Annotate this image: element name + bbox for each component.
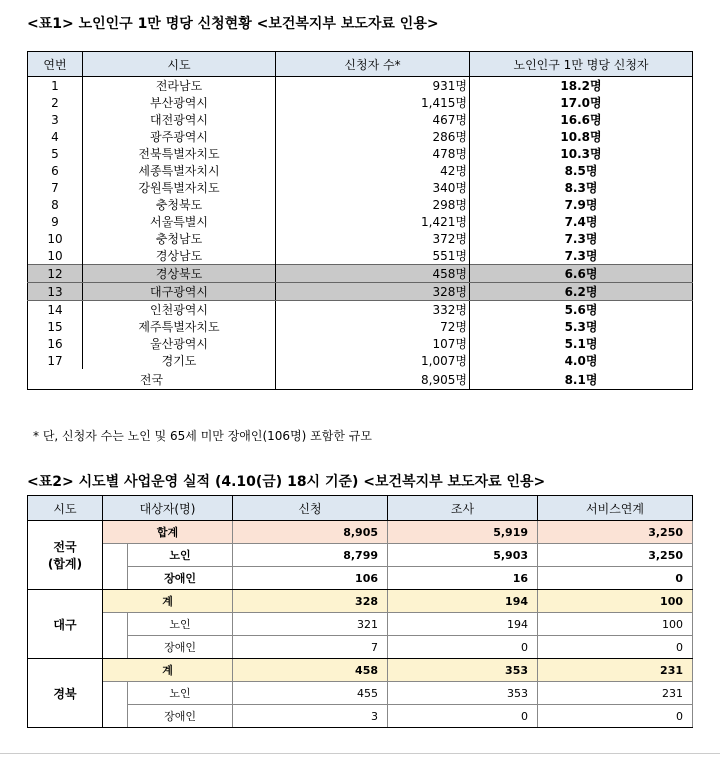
row-count: 42명 (276, 162, 470, 179)
table1-row (28, 213, 693, 230)
row-count: 332명 (276, 301, 470, 319)
sub-row-apply: 3 (233, 705, 388, 728)
group-region: 대구 (28, 590, 103, 659)
table1-row (28, 145, 693, 162)
total-count: 8,905명 (276, 369, 470, 390)
table2-group-total-row (28, 659, 693, 682)
sub-row-apply: 106 (233, 567, 388, 590)
row-region: 대전광역시 (83, 111, 276, 128)
row-count: 551명 (276, 247, 470, 265)
sub-row-service: 0 (538, 567, 693, 590)
table2-sub-row (28, 682, 693, 705)
row-count: 340명 (276, 179, 470, 196)
group-total-service: 231 (538, 659, 693, 682)
row-count: 107명 (276, 335, 470, 352)
row-rate: 17.0명 (470, 94, 693, 111)
indent-spacer (103, 613, 128, 636)
row-number: 4 (28, 128, 83, 145)
page-bottom-divider (0, 753, 720, 754)
row-number: 13 (28, 283, 83, 301)
row-region: 울산광역시 (83, 335, 276, 352)
row-rate: 7.9명 (470, 196, 693, 213)
row-rate: 4.0명 (470, 352, 693, 369)
row-region: 부산광역시 (83, 94, 276, 111)
row-rate: 8.3명 (470, 179, 693, 196)
row-rate: 16.6명 (470, 111, 693, 128)
row-region: 광주광역시 (83, 128, 276, 145)
table2-sub-row (28, 567, 693, 590)
row-number: 8 (28, 196, 83, 213)
row-count: 372명 (276, 230, 470, 247)
sub-row-label: 장애인 (128, 567, 233, 590)
sub-row-label: 장애인 (128, 705, 233, 728)
table1-row (28, 94, 693, 111)
table1-footnote: * 단, 신청자 수는 노인 및 65세 미만 장애인(106명) 포함한 규모 (33, 429, 372, 443)
table1-row (28, 352, 693, 369)
row-number: 12 (28, 265, 83, 283)
row-number: 1 (28, 77, 83, 95)
row-region: 세종특별자치시 (83, 162, 276, 179)
table1-row (28, 265, 693, 283)
table2-header-row (28, 496, 693, 521)
table1-row (28, 196, 693, 213)
row-number: 6 (28, 162, 83, 179)
table1-row (28, 247, 693, 265)
row-count: 931명 (276, 77, 470, 95)
sub-row-survey: 194 (388, 613, 538, 636)
sub-row-survey: 0 (388, 705, 538, 728)
group-total-label: 합계 (103, 521, 233, 544)
group-total-label: 계 (103, 659, 233, 682)
row-rate: 10.8명 (470, 128, 693, 145)
table1-row (28, 230, 693, 247)
table1-row (28, 111, 693, 128)
sub-row-label: 노인 (128, 544, 233, 567)
row-region: 강원특별자치도 (83, 179, 276, 196)
row-region: 대구광역시 (83, 283, 276, 301)
row-rate: 18.2명 (470, 77, 693, 95)
row-count: 328명 (276, 283, 470, 301)
row-region: 경상북도 (83, 265, 276, 283)
row-region: 서울특별시 (83, 213, 276, 230)
table1-header-row (28, 52, 693, 77)
table1-applicants-per-10k (27, 51, 693, 390)
header-survey: 조사 (388, 496, 538, 521)
table1-row (28, 318, 693, 335)
group-total-survey: 5,919 (388, 521, 538, 544)
row-count: 1,421명 (276, 213, 470, 230)
group-total-label: 계 (103, 590, 233, 613)
header-service: 서비스연계 (538, 496, 693, 521)
group-total-survey: 194 (388, 590, 538, 613)
table1-row (28, 335, 693, 352)
indent-spacer (103, 567, 128, 590)
sub-row-apply: 7 (233, 636, 388, 659)
sub-row-label: 장애인 (128, 636, 233, 659)
row-number: 14 (28, 301, 83, 319)
table2-sub-row (28, 613, 693, 636)
table1-row (28, 179, 693, 196)
row-rate: 7.3명 (470, 247, 693, 265)
row-number: 3 (28, 111, 83, 128)
sub-row-label: 노인 (128, 682, 233, 705)
row-region: 경상남도 (83, 247, 276, 265)
row-count: 286명 (276, 128, 470, 145)
table1-total-row (28, 369, 693, 390)
total-rate: 8.1명 (470, 369, 693, 390)
row-rate: 5.3명 (470, 318, 693, 335)
row-number: 9 (28, 213, 83, 230)
row-rate: 6.2명 (470, 283, 693, 301)
row-region: 인천광역시 (83, 301, 276, 319)
table1-row (28, 301, 693, 319)
table2-sub-row (28, 544, 693, 567)
table2-sub-row (28, 705, 693, 728)
indent-spacer (103, 544, 128, 567)
row-number: 17 (28, 352, 83, 369)
group-total-apply: 8,905 (233, 521, 388, 544)
table1-title: <표1> 노인인구 1만 명당 신청현황 <보건복지부 보도자료 인용> (27, 16, 439, 32)
row-rate: 6.6명 (470, 265, 693, 283)
group-total-apply: 458 (233, 659, 388, 682)
table2-group-total-row (28, 590, 693, 613)
group-total-service: 100 (538, 590, 693, 613)
row-number: 5 (28, 145, 83, 162)
header-no: 연번 (28, 52, 83, 77)
header-region: 시도 (28, 496, 103, 521)
indent-spacer (103, 705, 128, 728)
row-region: 충청남도 (83, 230, 276, 247)
sub-row-survey: 5,903 (388, 544, 538, 567)
group-total-apply: 328 (233, 590, 388, 613)
header-apply: 신청 (233, 496, 388, 521)
group-region: 경북 (28, 659, 103, 728)
table1-row (28, 77, 693, 95)
header-count: 신청자 수* (276, 52, 470, 77)
sub-row-service: 100 (538, 613, 693, 636)
table2-title: <표2> 시도별 사업운영 실적 (4.10(금) 18시 기준) <보건복지부 보도자료 인용> (27, 474, 546, 490)
row-rate: 5.1명 (470, 335, 693, 352)
sub-row-apply: 321 (233, 613, 388, 636)
indent-spacer (103, 636, 128, 659)
sub-row-apply: 455 (233, 682, 388, 705)
row-region: 충청북도 (83, 196, 276, 213)
row-rate: 7.4명 (470, 213, 693, 230)
table1-row (28, 162, 693, 179)
table2-program-performance (27, 495, 693, 728)
sub-row-service: 3,250 (538, 544, 693, 567)
sub-row-service: 0 (538, 705, 693, 728)
sub-row-service: 0 (538, 636, 693, 659)
row-number: 15 (28, 318, 83, 335)
row-count: 1,415명 (276, 94, 470, 111)
sub-row-survey: 353 (388, 682, 538, 705)
sub-row-label: 노인 (128, 613, 233, 636)
total-label: 전국 (28, 369, 276, 390)
row-count: 298명 (276, 196, 470, 213)
indent-spacer (103, 682, 128, 705)
row-number: 16 (28, 335, 83, 352)
sub-row-apply: 8,799 (233, 544, 388, 567)
group-total-service: 3,250 (538, 521, 693, 544)
row-region: 경기도 (83, 352, 276, 369)
row-number: 2 (28, 94, 83, 111)
sub-row-service: 231 (538, 682, 693, 705)
row-rate: 5.6명 (470, 301, 693, 319)
table2-sub-row (28, 636, 693, 659)
table2-group-total-row (28, 521, 693, 544)
row-count: 478명 (276, 145, 470, 162)
sub-row-survey: 0 (388, 636, 538, 659)
table1-row (28, 283, 693, 301)
row-count: 1,007명 (276, 352, 470, 369)
table1-row (28, 128, 693, 145)
row-rate: 10.3명 (470, 145, 693, 162)
group-region: 전국 (합계) (28, 521, 103, 590)
header-rate: 노인인구 1만 명당 신청자 (470, 52, 693, 77)
row-number: 10 (28, 247, 83, 265)
row-number: 10 (28, 230, 83, 247)
row-rate: 7.3명 (470, 230, 693, 247)
header-region: 시도 (83, 52, 276, 77)
row-count: 72명 (276, 318, 470, 335)
sub-row-survey: 16 (388, 567, 538, 590)
row-rate: 8.5명 (470, 162, 693, 179)
group-total-survey: 353 (388, 659, 538, 682)
row-region: 전북특별자치도 (83, 145, 276, 162)
row-count: 467명 (276, 111, 470, 128)
header-target: 대상자(명) (103, 496, 233, 521)
row-number: 7 (28, 179, 83, 196)
row-count: 458명 (276, 265, 470, 283)
row-region: 전라남도 (83, 77, 276, 95)
row-region: 제주특별자치도 (83, 318, 276, 335)
